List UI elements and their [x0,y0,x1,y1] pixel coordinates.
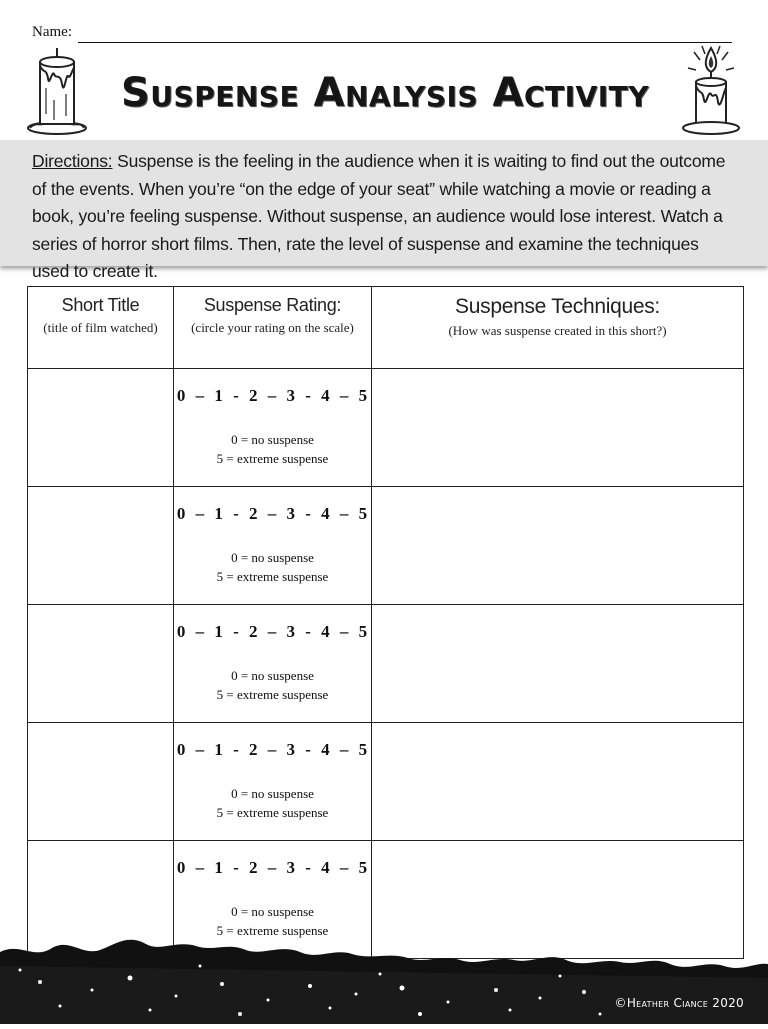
name-underline [78,42,732,43]
legend-low: 0 = no suspense [231,550,314,565]
table-row [28,487,744,605]
column-header-short-title [28,287,174,369]
column-title: Suspense Rating: [203,295,342,315]
table-row [28,723,744,841]
rating-scale[interactable]: 0 – 1 - 2 – 3 - 4 – 5 [176,858,369,877]
rating-legend [175,784,370,822]
table-header-row [28,287,744,369]
page-title: Suspense Analysis Activity [121,70,649,116]
rating-cell[interactable] [174,487,372,605]
suspense-table [27,286,744,959]
rating-scale[interactable]: 0 – 1 - 2 – 3 - 4 – 5 [176,386,369,405]
table-row [28,369,744,487]
column-header-suspense-techniques [372,287,744,369]
rating-scale[interactable]: 0 – 1 - 2 – 3 - 4 – 5 [176,622,369,641]
techniques-cell[interactable] [372,605,744,723]
short-title-cell[interactable] [28,369,174,487]
lit-candle-icon [680,42,742,141]
short-title-cell[interactable] [28,487,174,605]
grunge-border-decoration [0,930,768,1029]
column-subtitle: (title of film watched) [43,320,158,335]
legend-high: 5 = extreme suspense [216,569,329,584]
name-label: Name: [32,24,72,40]
techniques-cell[interactable] [372,723,744,841]
rating-cell[interactable] [174,369,372,487]
column-subtitle: (How was suspense created in this short?) [448,323,667,338]
rating-legend [175,548,370,586]
melting-candle-icon [26,44,88,141]
rating-scale[interactable]: 0 – 1 - 2 – 3 - 4 – 5 [176,504,369,523]
short-title-cell[interactable] [28,605,174,723]
techniques-cell[interactable] [372,487,744,605]
directions-body: Suspense is the feeling in the audience when it is waiting to find out the outcome of the events. When you’re “on the edge of your seat” while watching a movie or reading a book, you’re feeling suspense. Without suspense, an audience would lose interest. Watch a series of horror short films. Then, rate the level of suspense and examine the techniques used to create it. [32,151,726,281]
table-row [28,605,744,723]
legend-low: 0 = no suspense [231,432,314,447]
column-title: Short Title [61,295,140,315]
legend-low: 0 = no suspense [231,668,314,683]
legend-high: 5 = extreme suspense [216,923,329,938]
column-title: Suspense Techniques: [455,295,660,318]
directions-label: Directions: [32,151,113,171]
column-subtitle: (circle your rating on the scale) [191,320,354,335]
directions-text [0,140,768,286]
column-header-suspense-rating [174,287,372,369]
legend-high: 5 = extreme suspense [216,805,329,820]
techniques-cell[interactable] [372,369,744,487]
rating-scale[interactable]: 0 – 1 - 2 – 3 - 4 – 5 [176,740,369,759]
directions-box [0,140,768,281]
rating-legend [175,666,370,704]
name-field[interactable] [32,24,732,46]
rating-legend [175,430,370,468]
rating-cell[interactable] [174,723,372,841]
rating-cell[interactable] [174,605,372,723]
legend-high: 5 = extreme suspense [216,451,329,466]
copyright-text: ©Heather Ciance 2020 [614,996,744,1010]
legend-high: 5 = extreme suspense [216,687,329,702]
legend-low: 0 = no suspense [231,786,314,801]
short-title-cell[interactable] [28,723,174,841]
legend-low: 0 = no suspense [231,904,314,919]
